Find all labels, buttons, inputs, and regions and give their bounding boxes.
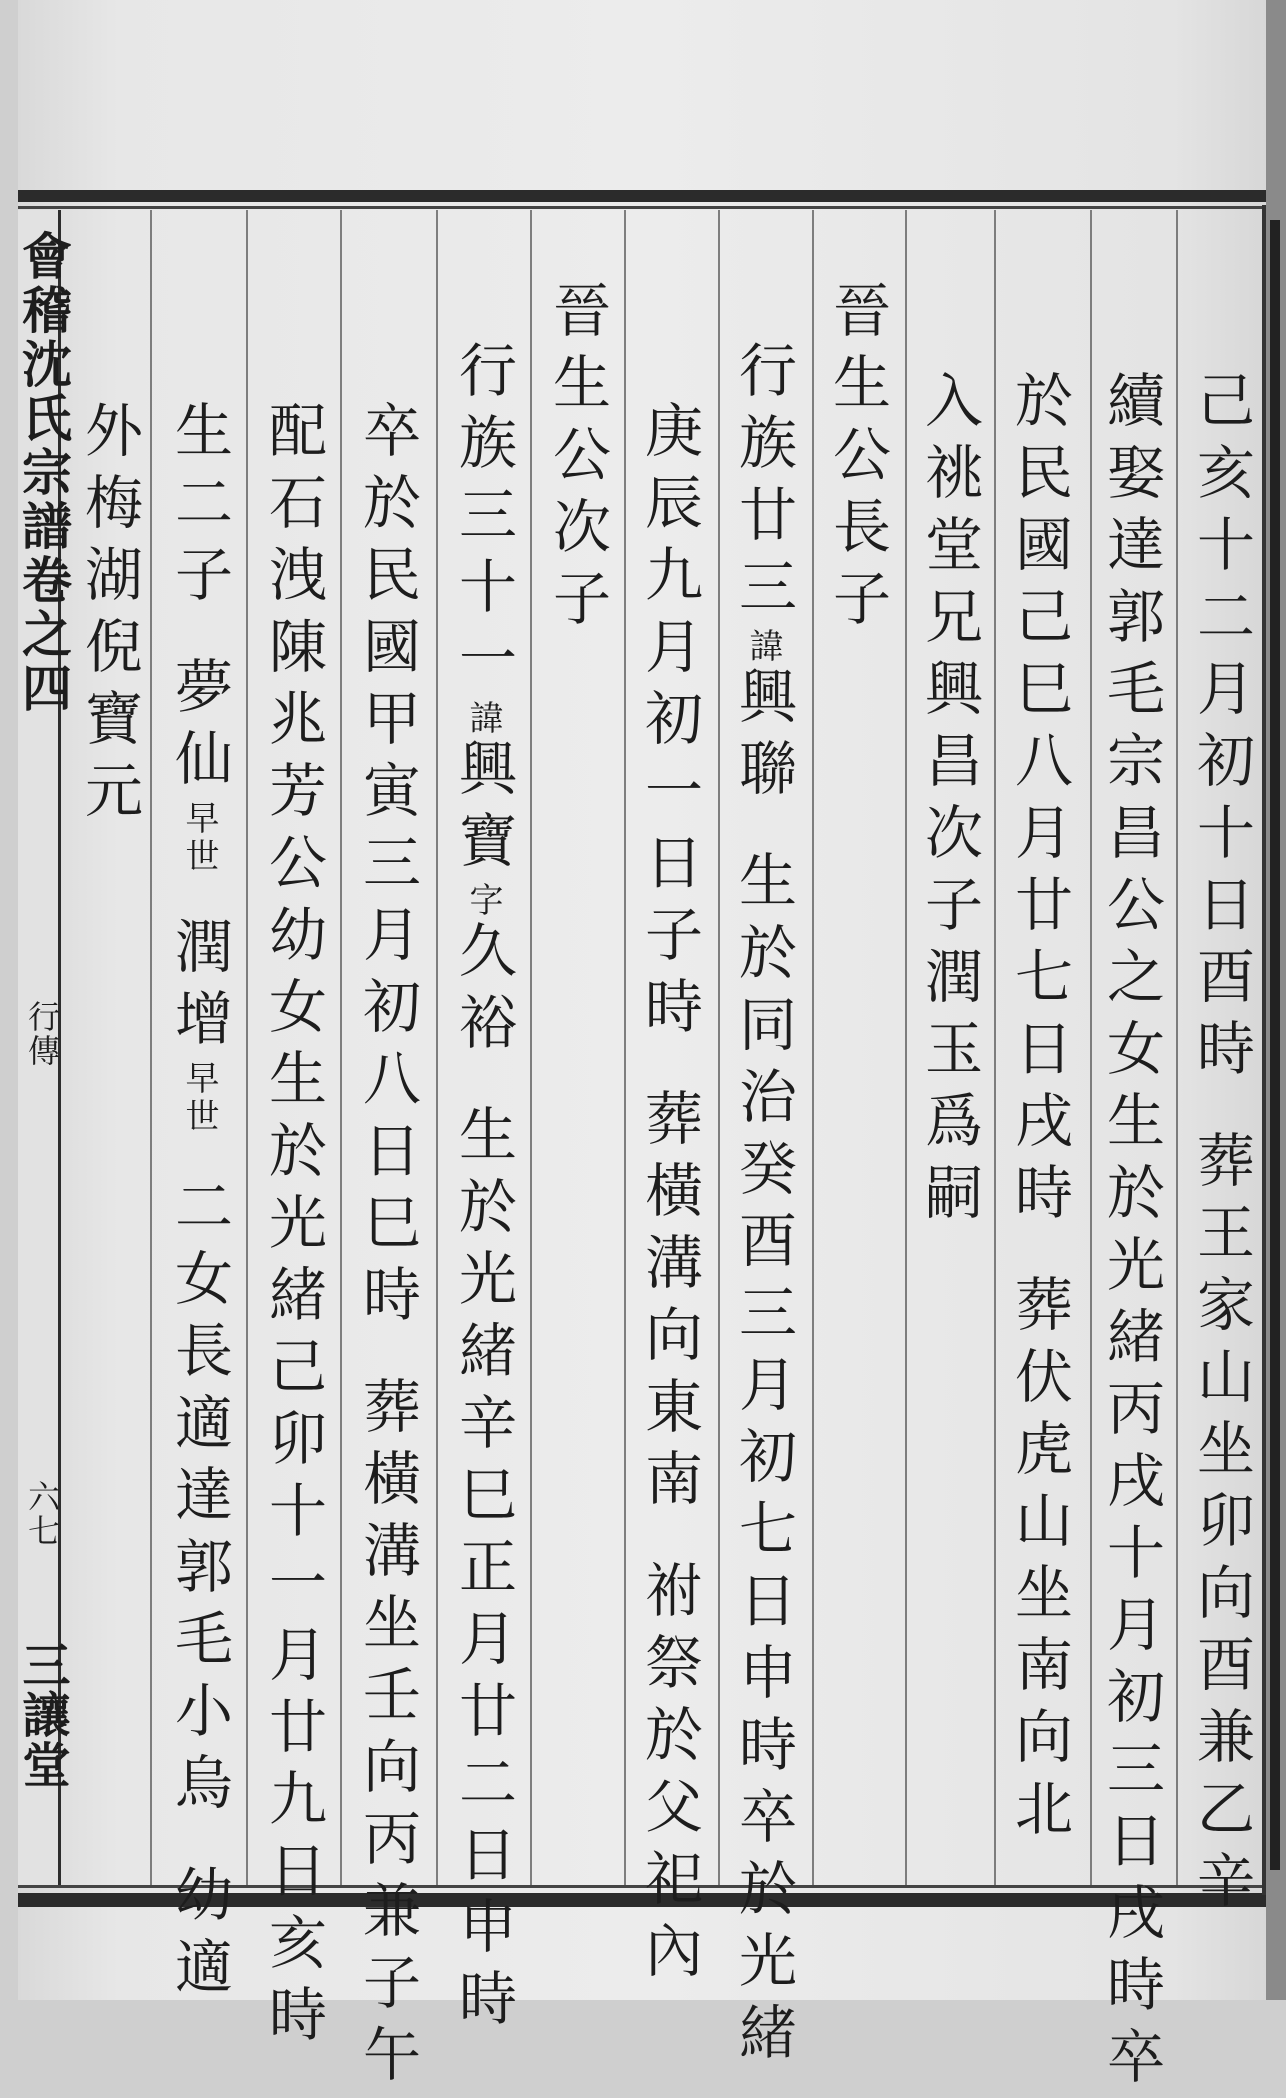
heading-column [543, 280, 611, 640]
column-text: 祔祭於父祀內 [635, 1560, 703, 1992]
text-column [635, 400, 703, 1992]
spine-section: 行傳 [23, 1000, 61, 1068]
column-text: 潤增 [165, 916, 233, 1060]
column-note: 早世 [179, 800, 219, 876]
column-text: 葬橫溝坐壬向丙兼子午 [353, 1376, 421, 2096]
text-column [165, 400, 233, 2008]
column-text: 配石洩陳兆芳公幼女生於光緒己卯十一月廿九日亥時 [259, 400, 327, 2056]
text-column [1187, 370, 1255, 1922]
column-divider [994, 210, 996, 1885]
text-column [259, 400, 327, 2056]
column-divider [530, 210, 532, 1885]
column-divider [718, 210, 720, 1885]
column-note: 早世 [179, 1060, 219, 1136]
column-text: 於民國己巳八月廿七日戌時 [1005, 370, 1073, 1234]
text-column [1097, 370, 1165, 2098]
column-text: 葬王家山坐卯向酉兼乙辛 [1187, 1130, 1255, 1922]
binding-edge [1270, 220, 1280, 1870]
column-heading: 晉生公次子 [543, 280, 611, 640]
column-text: 卒於民國甲寅三月初八日巳時 [353, 400, 421, 1336]
column-text: 續娶達郭毛宗昌公之女生於光緒丙戌十月初三日戌時卒 [1097, 370, 1165, 2098]
column-divider [905, 210, 907, 1885]
column-text: 入祧堂兄興昌次子潤玉爲嗣 [915, 370, 983, 1234]
column-divider [150, 210, 152, 1885]
column-text: 葬橫溝向東南 [635, 1088, 703, 1520]
heading-column [823, 280, 891, 640]
column-divider [436, 210, 438, 1885]
text-column [75, 400, 143, 832]
spine-hall-name: 三讓堂 [14, 1640, 70, 1790]
column-text: 興聯 [729, 666, 797, 810]
column-text: 生二子 [165, 400, 233, 616]
column-text: 行族三十一 [449, 340, 517, 700]
spine-title [14, 230, 73, 716]
column-text: 外梅湖倪寶元 [75, 400, 143, 832]
column-text: 二女長適達郭毛小烏 [165, 1176, 233, 1824]
column-text: 生於光緒辛巳正月廿二日申時 [449, 1104, 517, 2040]
column-text: 夢仙 [165, 656, 233, 800]
column-text: 興寶 [449, 738, 517, 882]
column-divider [624, 210, 626, 1885]
column-text: 葬伏虎山坐南向北 [1005, 1274, 1073, 1850]
column-note: 字 [463, 882, 503, 920]
column-text: 幼適 [165, 1864, 233, 2008]
column-heading: 晉生公長子 [823, 280, 891, 640]
text-column [353, 400, 421, 2096]
spine-title-text: 會稽沈氏宗譜 [14, 230, 73, 554]
column-text: 久裕 [449, 920, 517, 1064]
column-text: 己亥十二月初十日酉時 [1187, 370, 1255, 1090]
column-divider [340, 210, 342, 1885]
column-note: 諱 [743, 628, 783, 666]
text-column [729, 340, 797, 2074]
column-text: 庚辰九月初一日子時 [635, 400, 703, 1048]
top-border-inner [18, 206, 1268, 209]
text-column [915, 370, 983, 1234]
column-note: 諱 [463, 700, 503, 738]
column-divider [1176, 210, 1178, 1885]
column-text: 生於同治癸酉三月初七日申時卒於光緒 [729, 850, 797, 2074]
spine-page-number: 六七 [23, 1480, 61, 1548]
column-divider [812, 210, 814, 1885]
top-border [18, 190, 1268, 202]
spine-volume: 卷之四 [14, 554, 73, 716]
column-divider [246, 210, 248, 1885]
column-divider [1090, 210, 1092, 1885]
text-column [1005, 370, 1073, 1850]
text-column [449, 340, 517, 2040]
column-text: 行族廿三 [729, 340, 797, 628]
